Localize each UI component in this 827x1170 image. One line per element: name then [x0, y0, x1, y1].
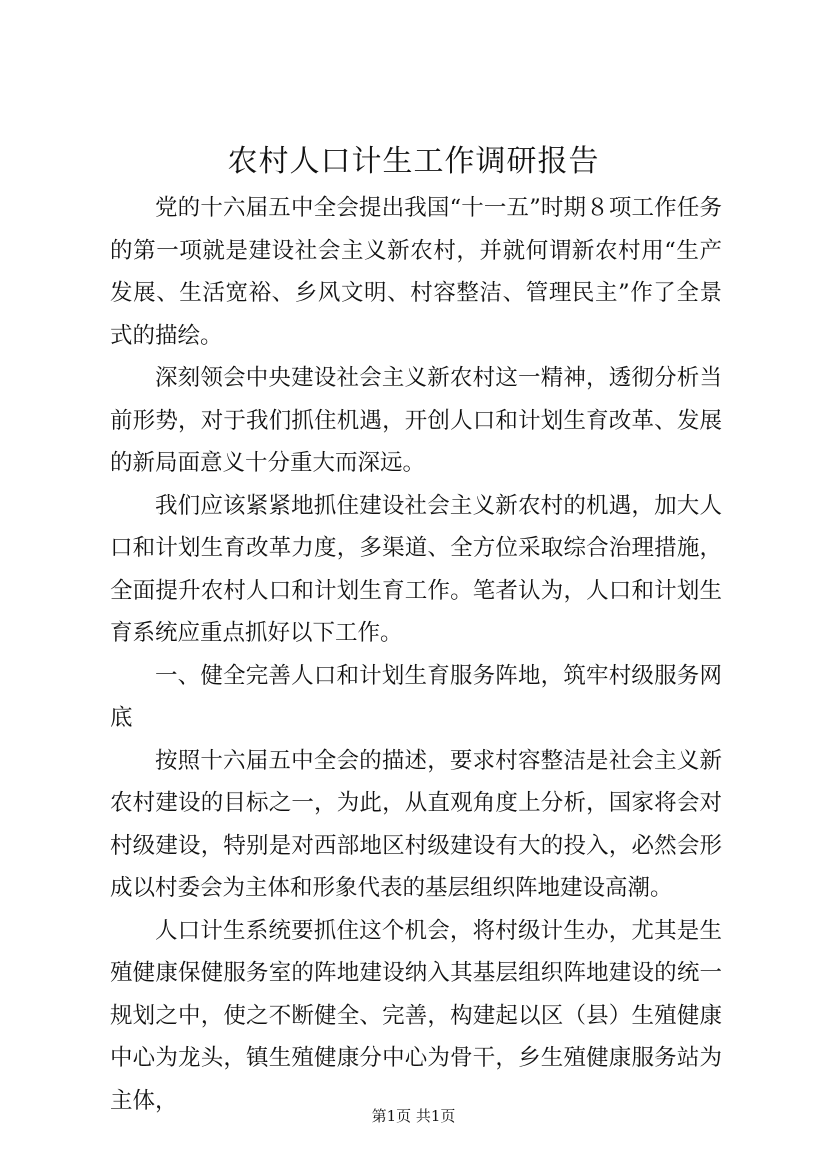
paragraph: 深刻领会中央建设社会主义新农村这一精神，透彻分析当前形势，对于我们抓住机遇，开创人口和计划生育改革、发展的新局面意义十分重大而深远。	[110, 365, 722, 476]
paragraph: 我们应该紧紧地抓住建设社会主义新农村的机遇，加大人口和计划生育改革力度，多渠道、全方位采取综合治理措施，全面提升农村人口和计划生育工作。笔者认为，人口和计划生育系统应重点抓好以下工作。	[110, 492, 722, 646]
paragraph: 党的十六届五中全会提出我国“十一五”时期８项工作任务的第一项就是建设社会主义新农村，并就何谓新农村用“生产发展、生活宽裕、乡风文明、村容整洁、管理民主”作了全景式的描绘。	[110, 195, 722, 349]
paragraph: 人口计生系统要抓住这个机会，将村级计生办，尤其是生殖健康保健服务室的阵地建设纳入其基层组织阵地建设的统一规划之中，使之不断健全、完善，构建起以区（县）生殖健康中心为龙头，镇生殖健康分中心为骨干，乡生殖健康服务站为主体，	[110, 917, 722, 1114]
page-footer: 第1页 共1页	[371, 1107, 456, 1125]
paragraph: 按照十六届五中全会的描述，要求村容整洁是社会主义新农村建设的目标之一，为此，从直观角度上分析，国家将会对村级建设，特别是对西部地区村级建设有大的投入，必然会形成以村委会为主体和形象代表的基层组织阵地建设高潮。	[110, 747, 722, 901]
document-title: 农村人口计生工作调研报告	[227, 144, 600, 179]
document-body	[110, 187, 722, 1122]
section-heading: 一、健全完善人口和计划生育服务阵地，筑牢村级服务网底	[110, 662, 722, 731]
